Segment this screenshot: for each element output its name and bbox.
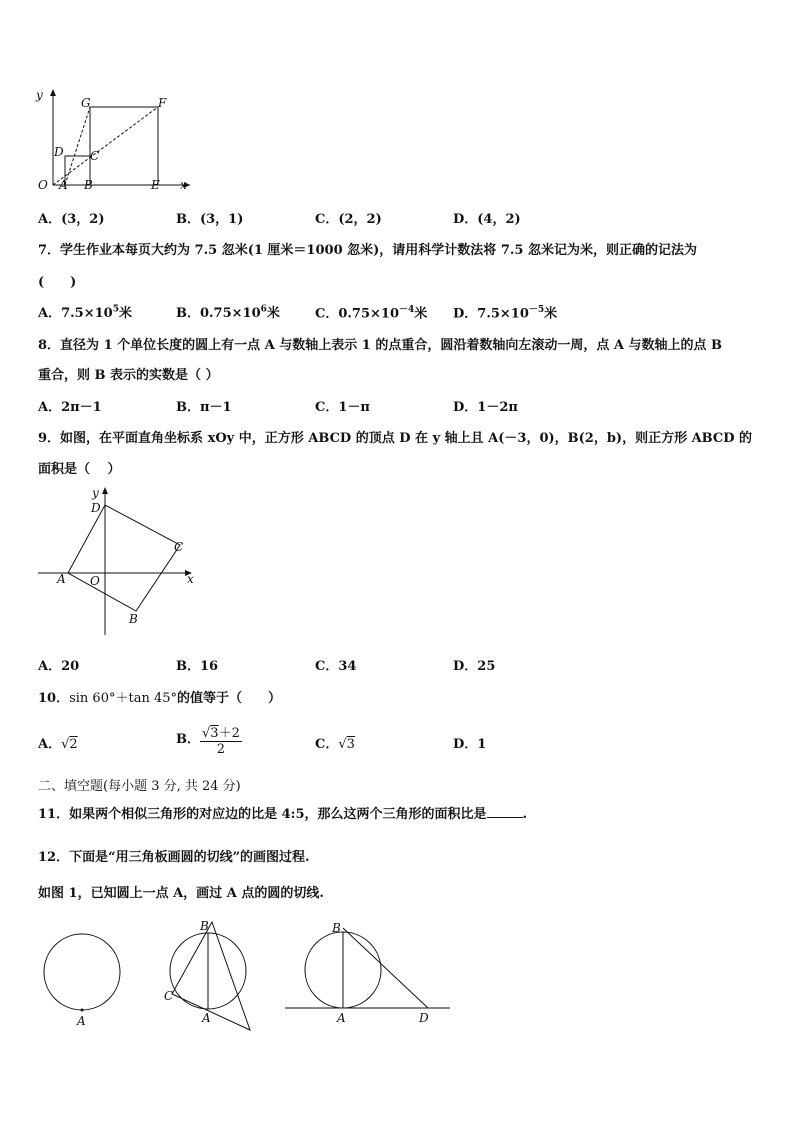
fig2-label-A: A	[202, 1011, 211, 1025]
point-label-D: D	[54, 145, 64, 159]
point-label-E: E	[151, 178, 160, 192]
q8-stem-line1: 8．直径为 1 个单位长度的圆上有一点 A 与数轴上表示 1 的点重合，圆沿着数轴向左滚动一周，点 A 与数轴上的点 B	[38, 338, 723, 353]
q9-option-d: D．25	[453, 659, 496, 674]
q11-stem: 11．如果两个相似三角形的对应边的比是 4:5，那么这两个三角形的面积比是 .	[38, 807, 528, 822]
q9-option-c: C．34	[315, 659, 357, 674]
fig3-label-D: D	[419, 1011, 429, 1025]
q6-option-b: B．(3，1)	[176, 212, 244, 227]
q6-option-d: D．(4，2)	[453, 212, 521, 227]
coordinate-figure-q9	[30, 483, 205, 643]
point-label-A: A	[59, 178, 68, 192]
q12-stem-line1: 12．下面是“用三角板画圆的切线”的画图过程.	[38, 850, 310, 865]
q7-stem-line2: ( )	[38, 275, 77, 290]
section-heading: 二、填空题(每小题 3 分, 共 24 分)	[38, 779, 241, 794]
coordinate-figure-q6	[30, 85, 200, 195]
q7-option-c: C．$0.75\times 10^{-4}$米	[315, 305, 428, 322]
point-label-O: O	[90, 574, 100, 588]
q9-option-b: B．16	[176, 659, 219, 674]
fig2-label-B: B	[200, 919, 209, 933]
point-label-G: G	[81, 96, 91, 110]
q7-option-d: D．$7.5\times 10^{-5}$米	[453, 305, 558, 322]
fig3-label-A: A	[337, 1011, 346, 1025]
fraction: $\frac{√3+2}{2}$	[200, 722, 242, 757]
q9-option-a: A．20	[38, 659, 80, 674]
q10-option-c: C．√3	[315, 737, 355, 752]
q12-stem-line2: 如图 1，已知圆上一点 A，画过 A 点的圆的切线.	[38, 886, 324, 901]
point-label-C: C	[174, 540, 184, 554]
axis-label-y: y	[36, 88, 43, 102]
q10-option-a: A．√2	[38, 737, 78, 752]
q8-option-a: A．2π－1	[38, 400, 102, 415]
axis-label-x: x	[187, 572, 194, 586]
point-label-B: B	[84, 178, 93, 192]
point-label-C: C	[90, 149, 100, 163]
answer-blank	[487, 817, 523, 818]
q9-stem-line1: 9．如图，在平面直角坐标系 xOy 中，正方形 ABCD 的顶点 D 在 y 轴上且 A(－3，0)，B(2，b)，则正方形 ABCD 的	[38, 431, 753, 446]
q8-stem-line2: 重合，则 B 表示的实数是（ ）	[38, 368, 219, 383]
q7-option-a: A．$7.5\times 10^5$米	[38, 304, 132, 321]
fig3-label-B: B	[332, 921, 341, 935]
q7-stem-line1: 7．学生作业本每页大约为 7.5 忽米(1 厘米＝1000 忽米)，请用科学计数法将 7.5 忽米记为米，则正确的记法为	[38, 243, 697, 258]
point-label-D: D	[91, 501, 101, 515]
q6-option-c: C．(2，2)	[315, 212, 382, 227]
q8-option-b: B．π－1	[176, 400, 232, 415]
axis-label-y: y	[92, 486, 99, 500]
q10-option-d: D．1	[453, 737, 487, 752]
tangent-construction-figures	[30, 910, 460, 1035]
q8-option-d: D．1－2π	[453, 400, 518, 415]
point-label-A: A	[57, 572, 66, 586]
q8-option-c: C．1－π	[315, 400, 370, 415]
q10-option-b: B． $\frac{√3+2}{2}$	[176, 722, 242, 757]
point-label-B: B	[129, 612, 138, 626]
point-label-O: O	[38, 178, 48, 192]
point-label-F: F	[158, 96, 167, 110]
q9-stem-line2: 面积是（ ）	[38, 462, 121, 477]
q10-stem: 10．sin 60°＋tan 45°的值等于（ ）	[38, 691, 282, 706]
fig1-label-A: A	[77, 1014, 86, 1028]
q7-option-b: B．$0.75\times 10^6$米	[176, 304, 280, 321]
axis-label-x: x	[180, 178, 187, 192]
q6-option-a: A．(3，2)	[38, 212, 105, 227]
fig2-label-C: C	[164, 989, 174, 1003]
